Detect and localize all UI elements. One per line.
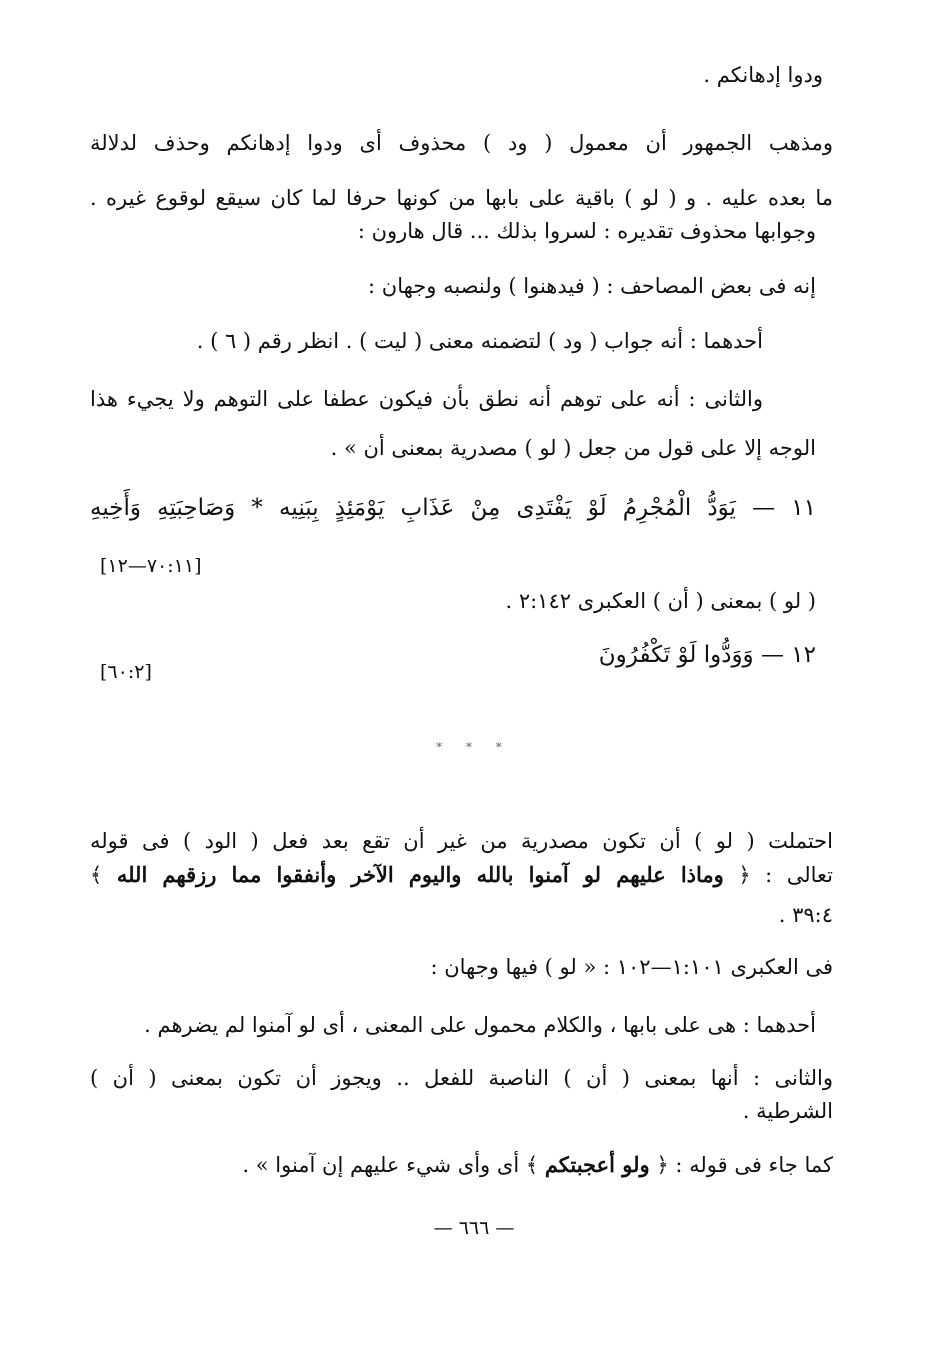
page-number: — ٦٦٦ — <box>433 1217 515 1239</box>
text-line: ( لو ) بمعنى ( أن ) العكبرى ٢:١٤٢ . <box>505 589 816 613</box>
text-line <box>90 1150 833 1180</box>
text-line <box>90 860 833 890</box>
text-line: أحدهما : هى على بابها ، والكلام محمول على المعنى ، أى لو آمنوا لم يضرهم . <box>144 1013 816 1037</box>
text-line: الوجه إلا على قول من جعل ( لو ) مصدرية بمعنى أن » . <box>330 436 816 460</box>
text-line: فى العكبرى ١:١٠١—١٠٢ : « لو ) فيها وجهان : <box>430 955 833 979</box>
quote-open: كما جاء فى قوله : ﴿ <box>649 1153 833 1177</box>
verse-line: ١١ — يَوَدُّ الْمُجْرِمُ لَوْ يَفْتَدِى مِنْ عَذَابِ يَوْمَئِذٍ بِبَنِيه * وَصَاحِبَتِهِ وَأَخِيهِ <box>90 495 816 521</box>
quote-close: ﴾ <box>90 863 117 887</box>
section-separator: * * * <box>436 740 512 754</box>
text-line: والثانى : أنها بمعنى ( أن ) الناصبة للفعل .. ويجوز أن تكون بمعنى ( أن ) <box>90 1066 833 1090</box>
text-line: وجوابها محذوف تقديره : لسروا بذلك ... قال هارون : <box>357 219 816 243</box>
quote-close: ﴾ أى وأى شيء عليهم إن آمنوا » . <box>242 1153 545 1177</box>
text-line: والثانى : أنه على توهم أنه نطق بأن فيكون عطفا على التوهم ولا يجيء هذا <box>90 387 763 411</box>
verse-line: ١٢ — وَوَدُّوا لَوْ تَكْفُرُونَ <box>598 642 816 668</box>
text-line: الشرطية . <box>742 1099 833 1123</box>
text-line: ومذهب الجمهور أن معمول ( ود ) محذوف أى ودوا إدهانكم وحذف لدلالة <box>90 131 833 155</box>
quote-open: تعالى : ﴿ <box>723 863 834 887</box>
quran-quote: ولو أعجبتكم <box>544 1152 650 1177</box>
quran-quote: وماذا عليهم لو آمنوا بالله واليوم الآخر وأنفقوا مما رزقهم الله <box>116 862 724 887</box>
text-line: ٣٩:٤ . <box>778 903 833 927</box>
verse-reference: [٦٠:٢] <box>100 661 152 683</box>
text-line: ودوا إدهانكم . <box>703 63 823 87</box>
text-line: احتملت ( لو ) أن تكون مصدرية من غير أن تقع بعد فعل ( الود ) فى قوله <box>90 829 833 853</box>
text-line: ما بعده عليه . و ( لو ) باقية على بابها من كونها حرفا لما كان سيقع لوقوع غيره . <box>90 186 833 210</box>
verse-reference: [٧٠:١١—١٢] <box>100 555 202 577</box>
text-line: أحدهما : أنه جواب ( ود ) لتضمنه معنى ( ليت ) . انظر رقم ( ٦ ) . <box>196 329 763 353</box>
text-line: إنه فى بعض المصاحف : ( فيدهنوا ) ولنصبه وجهان : <box>368 274 816 298</box>
